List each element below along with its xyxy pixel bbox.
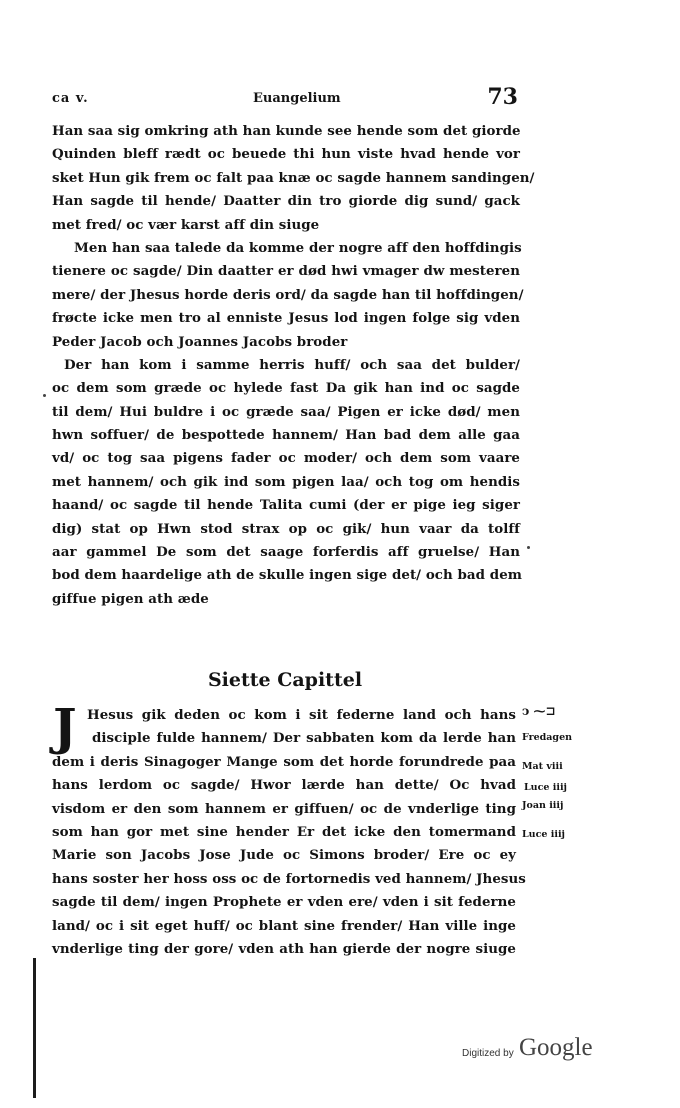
chapter-title: Siette Capittel [207, 669, 363, 691]
margin-note: Fredagen [522, 732, 573, 743]
text-line: dem i deris Sinagoger Mange som det horde forundrede paa [52, 753, 516, 770]
chapter-five-text [52, 120, 535, 611]
google-logo: Google [519, 1034, 593, 1061]
text-line: sket Hun gik frem oc falt paa knæ oc sagde hannem sandingen/ [52, 169, 535, 186]
digitized-by-label: Digitized by [462, 1048, 514, 1059]
text-line: land/ oc i sit eget huff/ oc blant sine frender/ Han ville inge [52, 917, 516, 934]
text-line: hwn soffuer/ de bespottede hannem/ Han bad dem alle gaa [52, 427, 520, 444]
running-title: Euangelium [253, 91, 341, 106]
text-line: hans soster her hoss oss oc de fortornedis ved hannem/ Jhesus [52, 870, 526, 887]
text-line: Peder Jacob och Joannes Jacobs broder [52, 333, 348, 350]
text-line: met hannem/ och gik ind som pigen laa/ och tog om hendis [52, 473, 520, 490]
text-line: vnderlige ting der gore/ vden ath han gierde der nogre siuge [52, 940, 516, 957]
running-header [48, 86, 518, 112]
margin-note: Luce iiij [524, 782, 567, 793]
text-line: mere/ der Jhesus horde deris ord/ da sagde han til hoffdingen/ [52, 286, 524, 303]
text-line: visdom er den som hannem er giffuen/ oc de vnderlige ting [52, 800, 516, 817]
margin-note: Luce iiij [522, 829, 565, 840]
text-line: som han gor met sine hender Er det icke den tomermand [52, 823, 516, 840]
text-line: giffue pigen ath æde [52, 590, 209, 607]
text-line: vd/ oc tog saa pigens fader oc moder/ och dem som vaare [52, 450, 520, 467]
text-line: sagde til dem/ ingen Prophete er vden ere/ vden i sit federne [52, 894, 516, 911]
chapter-six-text [52, 697, 526, 961]
text-line: Han saa sig omkring ath han kunde see hende som det giorde [52, 123, 521, 139]
text-line: haand/ oc sagde til hende Talita cumi (der er pige ieg siger [52, 497, 520, 514]
text-line: dig) stat op Hwn stod strax op oc gik/ hun vaar da tolff [52, 520, 520, 537]
chapter-reference: ca v. [52, 91, 89, 106]
text-line: disciple fulde hannem/ Der sabbaten kom da lerde han [92, 730, 516, 747]
page-number: 73 [487, 84, 518, 110]
text-line: Marie son Jacobs Jose Jude oc Simons broder/ Ere oc ey [52, 847, 516, 864]
ink-speck [527, 546, 530, 549]
text-line: tienere oc sagde/ Din daatter er død hwi vmager dw mesteren [52, 263, 520, 280]
text-line: Men han saa talede da komme der nogre aff den hoffdingis [74, 239, 522, 256]
text-line: hans lerdom oc sagde/ Hwor lærde han dette/ Oc hvad [52, 777, 516, 794]
margin-symbol: ↄ ⁓⊐ [522, 704, 556, 718]
ink-speck [43, 394, 46, 397]
margin-note: Joan iiij [522, 800, 564, 811]
margin-rule [33, 958, 36, 1098]
drop-cap: J [53, 697, 77, 756]
text-line: aar gammel De som det saage forferdis aff gruelse/ Han [52, 544, 520, 561]
margin-note: Mat viii [522, 761, 563, 772]
text-line: Han sagde til hende/ Daatter din tro giorde dig sund/ gack [52, 193, 520, 210]
text-line: oc dem som græde oc hylede fast Da gik han ind oc sagde [52, 380, 520, 397]
text-line: frøcte icke men tro al enniste Jesus lod ingen folge sig vden [52, 310, 520, 327]
text-line: Quinden bleff rædt oc beuede thi hun viste hvad hende vor [52, 146, 520, 163]
text-line: Der han kom i samme herris huff/ och saa det bulder/ [64, 356, 520, 373]
text-line: met fred/ oc vær karst aff din siuge [52, 216, 320, 233]
text-line: til dem/ Hui buldre i oc græde saa/ Pigen er icke død/ men [52, 403, 520, 420]
text-line: bod dem haardelige ath de skulle ingen sige det/ och bad dem [52, 567, 522, 584]
text-line: Hesus gik deden oc kom i sit federne land och hans [87, 707, 516, 723]
